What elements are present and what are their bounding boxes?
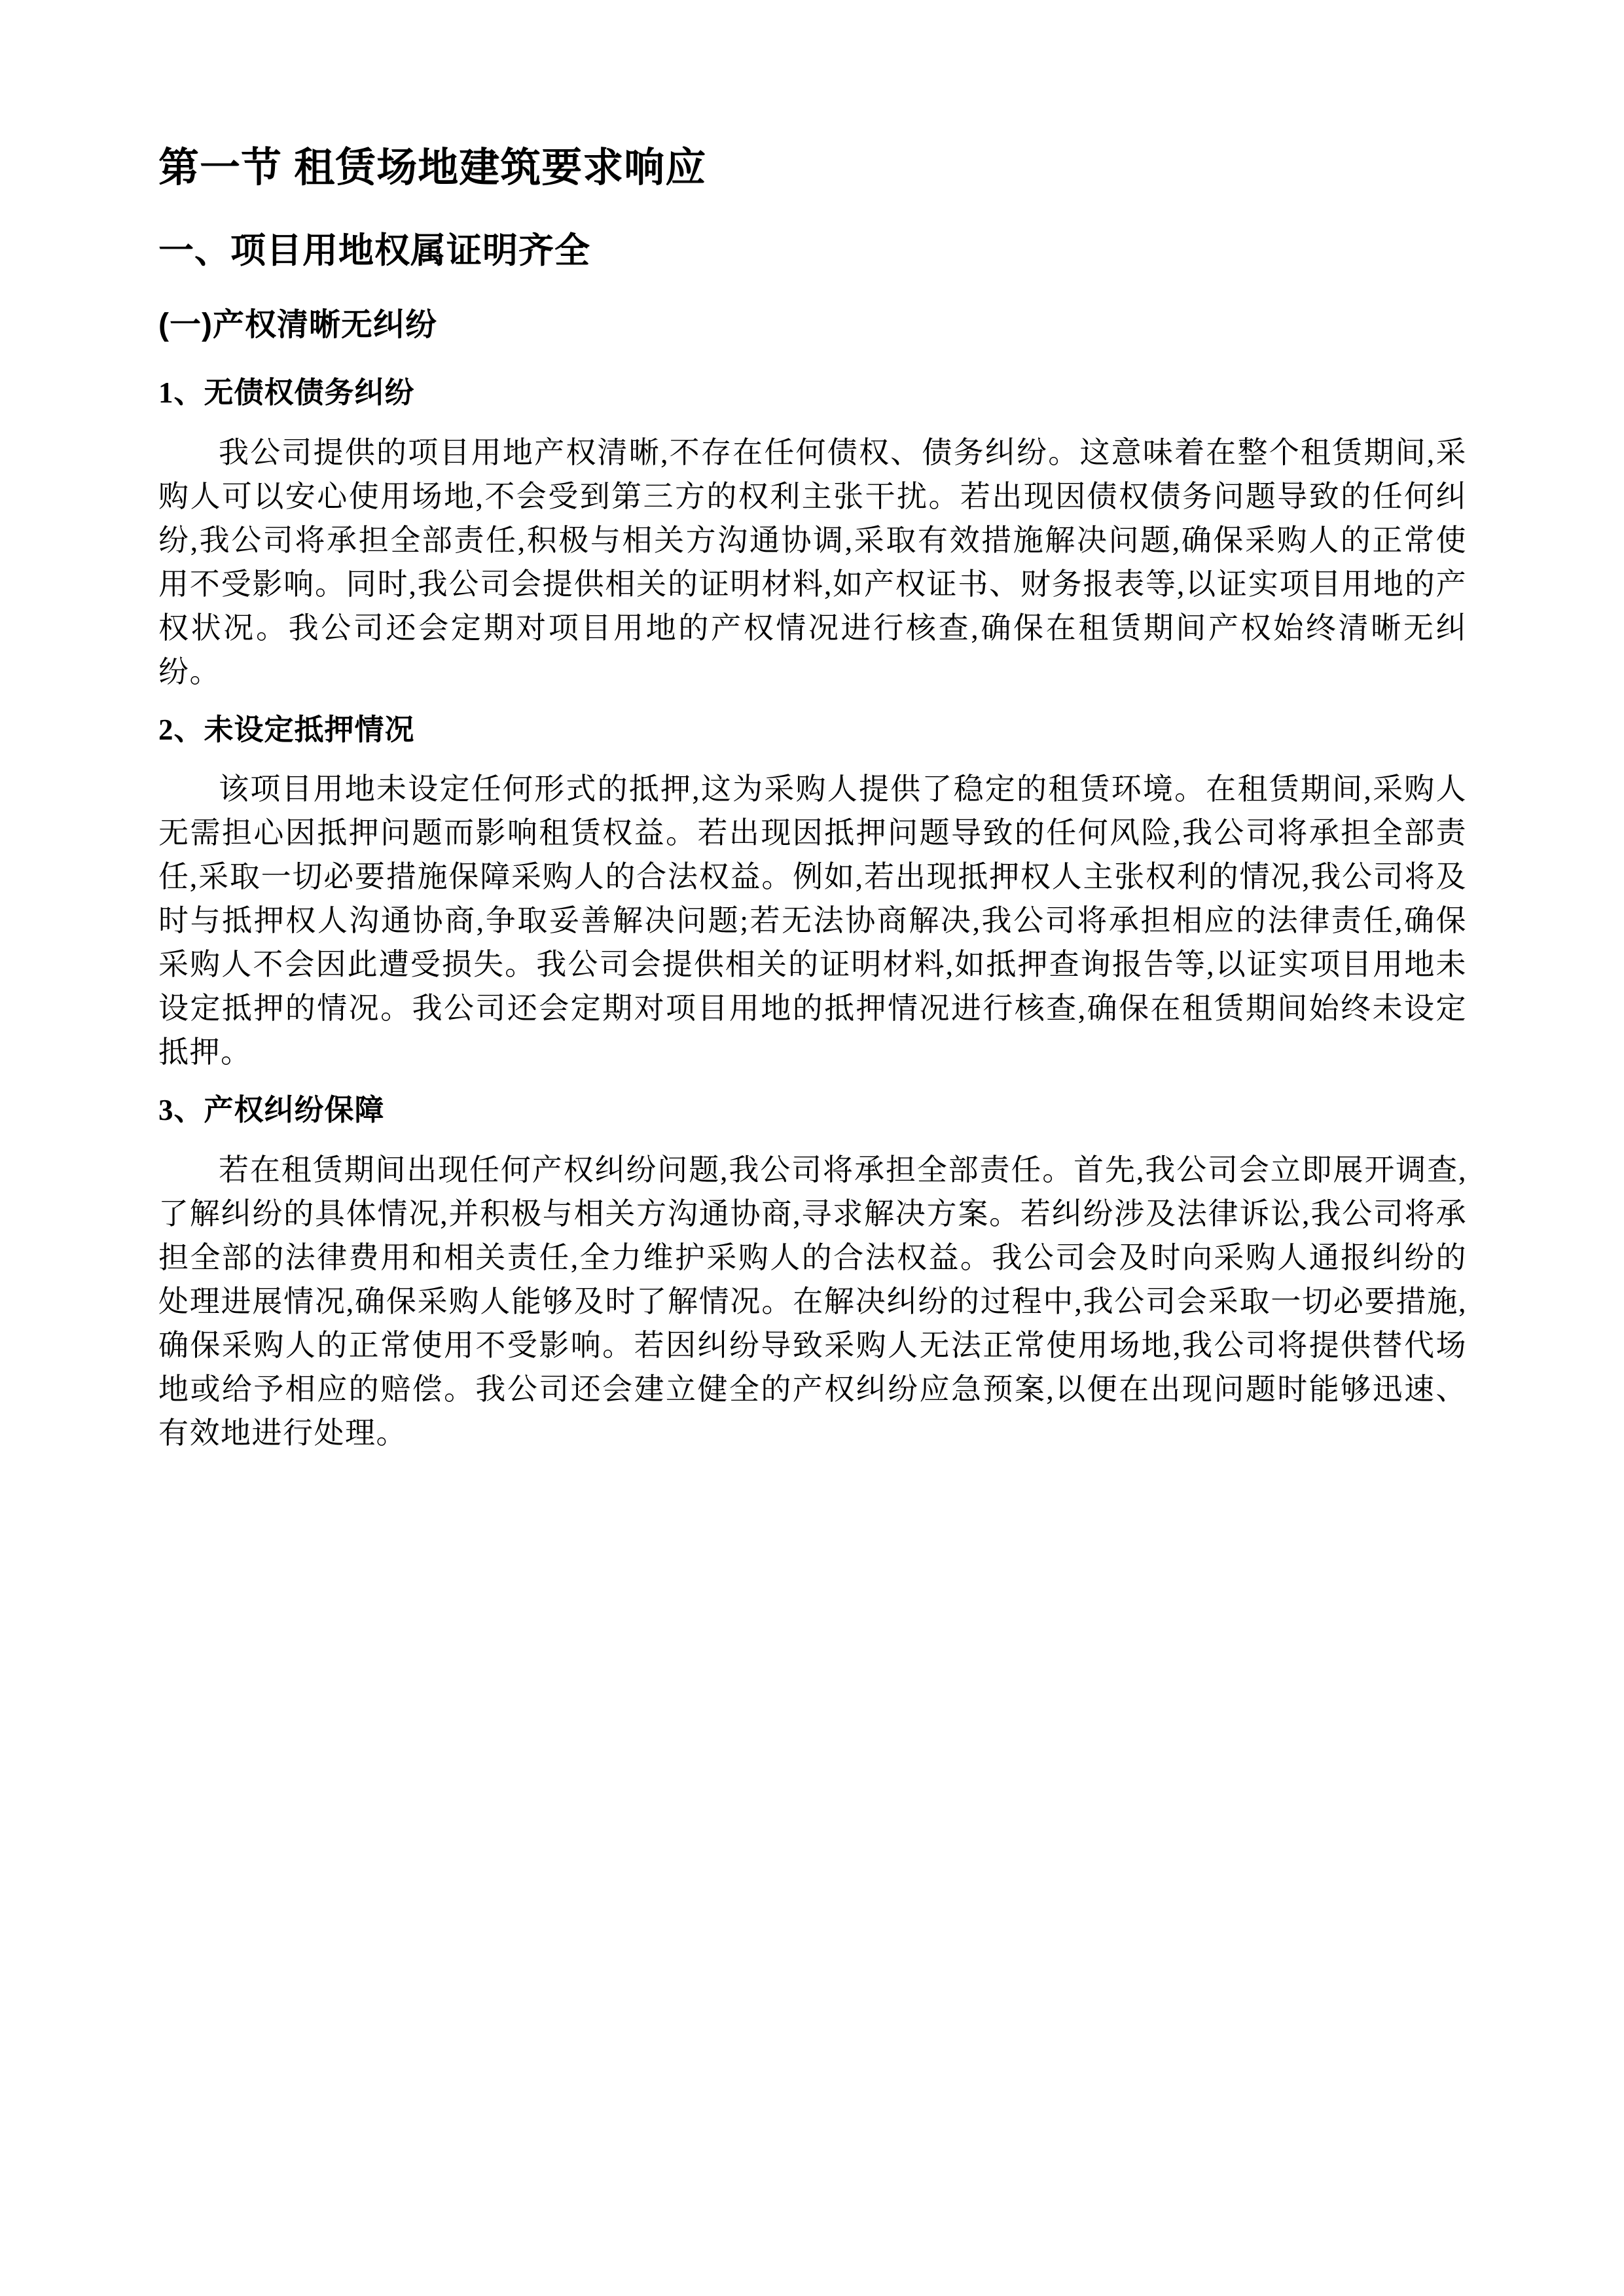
subheading-no-mortgage: 2、未设定抵押情况 — [158, 713, 415, 746]
subheading-no-debt-dispute: 1、无债权债务纠纷 — [158, 376, 415, 409]
subheading-dispute-guarantee: 3、产权纠纷保障 — [158, 1094, 385, 1126]
section-title: 第一节 租赁场地建筑要求响应 — [158, 145, 707, 190]
paragraph-no-debt-dispute: 我公司提供的项目用地产权清晰,不存在任何债权、债务纠纷。这意味着在整个租赁期间,采购人可以安心使用场地,不会受到第三方的权利主张干扰。若出现因债权债务问题导致的任何纠纷,我公司将承担全部责任,积极与相关方沟通协调,采取有效措施解决问题,确保采购人的正常使用不受影响。同时,我公司会提供相关的证明材料,如产权证书、财务报表等,以证实项目用地的产权状况。我公司还会定期对项目用地的产权情况进行核查,确保在租赁期间产权始终清晰无纠纷。 — [158, 435, 1468, 689]
paragraph-no-mortgage: 该项目用地未设定任何形式的抵押,这为采购人提供了稳定的租赁环境。在租赁期间,采购人无需担心因抵押问题而影响租赁权益。若出现因抵押问题导致的任何风险,我公司将承担全部责任,采取一切必要措施保障采购人的合法权益。例如,若出现抵押权人主张权利的情况,我公司将及时与抵押权人沟通协商,争取妥善解决问题;若无法协商解决,我公司将承担相应的法律责任,确保采购人不会因此遭受损失。我公司会提供相关的证明材料,如抵押查询报告等,以证实项目用地未设定抵押的情况。我公司还会定期对项目用地的抵押情况进行核查,确保在租赁期间始终未设定抵押。 — [158, 772, 1468, 1069]
paragraph-dispute-guarantee: 若在租赁期间出现任何产权纠纷问题,我公司将承担全部责任。首先,我公司会立即展开调查,了解纠纷的具体情况,并积极与相关方沟通协商,寻求解决方案。若纠纷涉及法律诉讼,我公司将承担全部的法律费用和相关责任,全力维护采购人的合法权益。我公司会及时向采购人通报纠纷的处理进展情况,确保采购人能够及时了解情况。在解决纠纷的过程中,我公司会采取一切必要措施,确保采购人的正常使用不受影响。若因纠纷导致采购人无法正常使用场地,我公司将提供替代场地或给予相应的赔偿。我公司还会建立健全的产权纠纷应急预案,以便在出现问题时能够迅速、有效地进行处理。 — [158, 1153, 1467, 1450]
heading-level-2: (一)产权清晰无纠纷 — [158, 308, 437, 342]
heading-level-1: 一、项目用地权属证明齐全 — [158, 230, 590, 270]
